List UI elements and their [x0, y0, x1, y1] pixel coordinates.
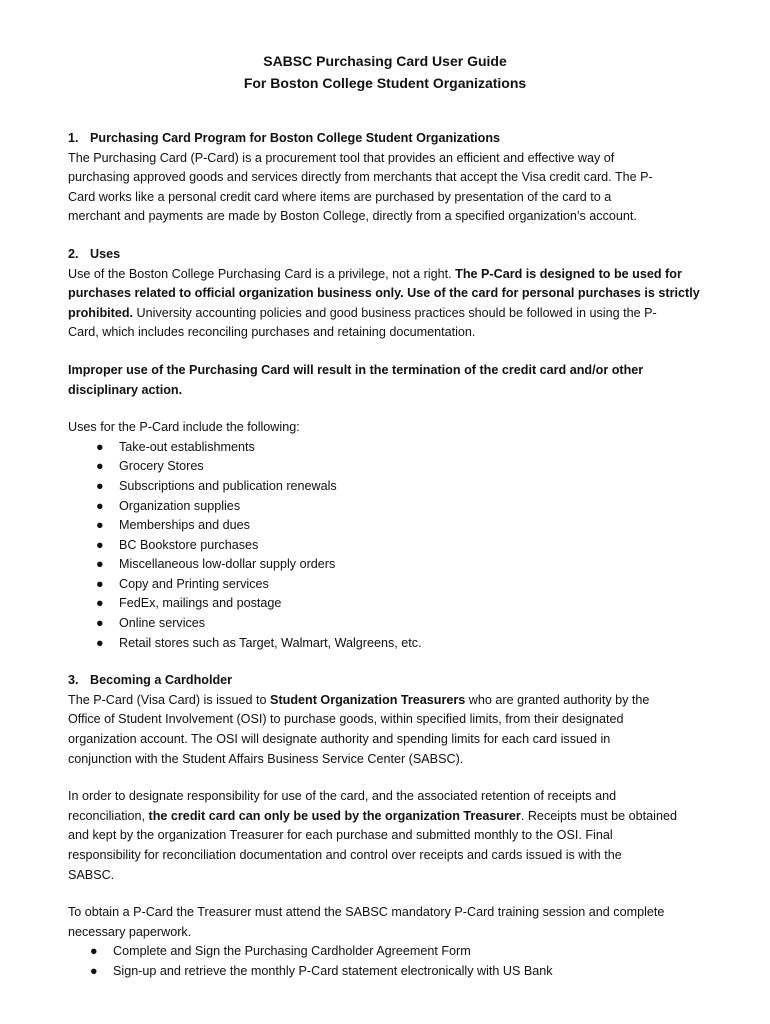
section-3-paragraph-3: To obtain a P-Card the Treasurer must attend the SABSC mandatory P-Card training session and complete necessary paperwork. — [68, 905, 665, 939]
uses-intro: Uses for the P-Card include the following: — [68, 420, 300, 435]
list-item: ● Grocery Stores — [96, 459, 204, 474]
list-item: ● Memberships and dues — [96, 518, 250, 533]
list-item: ● FedEx, mailings and postage — [96, 596, 282, 611]
section-1-paragraph: The Purchasing Card (P-Card) is a procurement tool that provides an efficient and effective way of purchasing approved goods and services directly from merchants that accept the Visa credit card. The P- Card works like a personal credit card where items are purchased by presentation of the card to a merchant and payments are made by Boston College, directly from a specified organization’s account. — [68, 150, 653, 224]
list-item: ● Take-out establishments — [96, 439, 255, 454]
list-item: ● Retail stores such as Target, Walmart, Walgreens, etc. — [96, 635, 422, 650]
list-item: ● Copy and Printing services — [96, 576, 269, 591]
list-item: ● Sign-up and retrieve the monthly P-Card statement electronically with US Bank — [90, 963, 553, 978]
section-3-paragraph-2: In order to designate responsibility for use of the card, and the associated retention of receipts and reconciliation, the credit card can only be used by the organization Treasurer. Receipts must be obtained and kept by the organization Treasurer for each purchase and submitted monthly to the OSI. Final responsibility for reconciliation documentation and control over receipts and cards issued is with the SABSC. — [68, 789, 677, 882]
list-item: ● Miscellaneous low-dollar supply orders — [96, 557, 336, 572]
uses-list — [68, 438, 720, 654]
document-title — [0, 50, 770, 94]
section-3-heading: 3. Becoming a Cardholder — [68, 673, 233, 688]
document-body — [68, 129, 720, 982]
section-1-heading: 1. Purchasing Card Program for Boston College Student Organizations — [68, 131, 501, 145]
section-2-heading: 2. Uses — [68, 246, 121, 261]
misuse-warning: Improper use of the Purchasing Card will result in the termination of the credit card and/or other disciplinary action. — [68, 362, 644, 397]
section-2-paragraph: Use of the Boston College Purchasing Card is a privilege, not a right. The P-Card is designed to be used for purchases related to official organization business only. Use of the card for personal purchases is strictly prohibited. University accounting policies and good business practices should be followed in using the P- Card, which includes reconciling purchases and retaining documentation. — [68, 266, 700, 340]
list-item: ● Complete and Sign the Purchasing Cardholder Agreement Form — [90, 944, 471, 959]
section-3-paragraph-1: The P-Card (Visa Card) is issued to Student Organization Treasurers who are granted authority by the Office of Student Involvement (OSI) to purchase goods, within specified limits, from their designated organization account. The OSI will designate authority and spending limits for each card issued in conjunction with the Student Affairs Business Service Center (SABSC). — [68, 692, 650, 766]
list-item: ● BC Bookstore purchases — [96, 537, 259, 552]
list-item: ● Organization supplies — [96, 498, 241, 513]
list-item: ● Online services — [96, 616, 206, 631]
list-item: ● Subscriptions and publication renewals — [96, 478, 337, 493]
title-line-2: For Boston College Student Organizations — [243, 75, 527, 91]
title-line-1: SABSC Purchasing Card User Guide — [263, 53, 507, 69]
cardholder-steps-list — [68, 942, 720, 981]
